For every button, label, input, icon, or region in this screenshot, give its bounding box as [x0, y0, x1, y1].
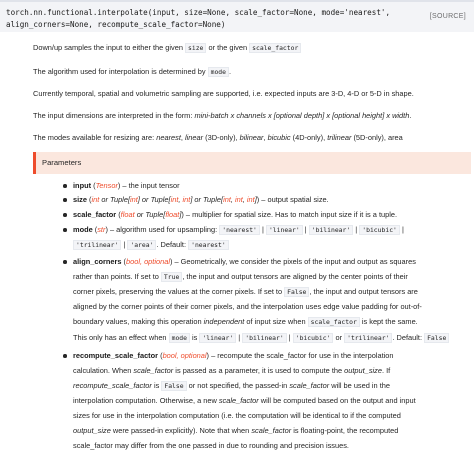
- parameters-section: Parameters input (Tensor) – the input tensor size (int or Tuple[int] or Tuple[int, int] or Tuple[int, int, int]) – output spatial size. scale_factor (float or Tuple[float]) – multiplier for spatial size. Has to match input size if it is a tuple. mode (str) – algorithm used for upsampling: 'nearest' | 'linear' | 'bilinear' | 'bicubic' | 'trilinear' | 'area' . Default: 'nearest' align_corners (bool, optional) – Geometrically, we consider the pixels of the input and output as squares rather than points. If set to True , the input and output tensors are aligned by the center points of their corner pixels, preserving the values at the corner pixels. If set to False , the input and output tensors are aligned by the corner points of their corner pixels, and the interpolation uses edge value padding for out-of- boundary values, making this operation independent of input size when scale_factor is kept the same. This only has an effect when mode is 'linear' | 'bilinear' | 'bicubic' or 'trilinear' . Default: False recompute_scale_factor (bool, optional) – recompute the scale_factor for use in the interpolation calculation. When scale_factor is passed as a parameter, it is used to compute the output_size. If recompute_scale_factor is False or not specified, the passed-in scale_factor will be used in the interpolation computation. Otherwise, a new scale_factor will be computed based on the output and input sizes for use in the interpolation computation (i.e. the computation will be identical to if the computed output_size were passed-in explicitly). Note that when scale_factor is floating-point, the recomputed scale_factor may differ from the one passed in due to rounding and precision issues.: [33, 152, 471, 463]
- bullet-icon: [63, 354, 67, 358]
- type-link[interactable]: Tensor: [95, 181, 118, 190]
- type-link[interactable]: float: [165, 210, 180, 219]
- bullet-icon: [63, 213, 67, 217]
- type-link[interactable]: int: [130, 195, 138, 204]
- parameters-heading: Parameters: [42, 158, 82, 167]
- type-link[interactable]: int: [246, 195, 255, 204]
- type-link[interactable]: bool: [162, 351, 177, 360]
- param-size: size (int or Tuple[int] or Tuple[int, int] or Tuple[int, int, int]) – output spatial size.: [73, 194, 471, 205]
- type-link[interactable]: int: [170, 195, 179, 204]
- type-link[interactable]: int: [182, 195, 191, 204]
- parameters-header: [33, 152, 471, 174]
- bullet-icon: [63, 198, 67, 202]
- type-link[interactable]: str: [97, 225, 106, 234]
- function-signature: [0, 0, 474, 32]
- description-paragraph-3: Currently temporal, spatial and volumetric sampling are supported, i.e. expected inputs are 3-D, 4-D or 5-D in shape.: [33, 89, 414, 98]
- type-link[interactable]: int: [223, 195, 231, 204]
- type-link[interactable]: int: [234, 195, 243, 204]
- param-input: input (Tensor) – the input tensor: [73, 180, 471, 191]
- description-paragraph-5: The modes available for resizing are: nearest, linear (3D-only), bilinear, bicubic (4D-only), trilinear (5D-only), area: [33, 133, 403, 142]
- type-link[interactable]: bool: [125, 257, 140, 266]
- bullet-icon: [63, 260, 67, 264]
- bullet-icon: [63, 184, 67, 188]
- source-link[interactable]: [SOURCE]: [429, 13, 466, 20]
- type-link[interactable]: float: [120, 210, 135, 219]
- signature-line-2: align_corners=None, recompute_scale_factor=None): [6, 20, 226, 29]
- type-link[interactable]: int: [91, 195, 100, 204]
- description-paragraph-4: The input dimensions are interpreted in the form: mini-batch x channels x [optional depth] x [optional height] x width.: [33, 111, 412, 120]
- description-paragraph-2: The algorithm used for interpolation is determined by mode .: [33, 67, 232, 76]
- description-paragraph-1: Down/up samples the input to either the given size or the given scale_factor: [33, 42, 466, 54]
- signature-line-1: torch.nn.functional.interpolate(input, size=None, scale_factor=None, mode='nearest',: [6, 8, 391, 17]
- param-scale-factor: scale_factor (float or Tuple[float]) – multiplier for spatial size. Has to match input size if it is a tuple.: [73, 209, 471, 220]
- bullet-icon: [63, 228, 67, 232]
